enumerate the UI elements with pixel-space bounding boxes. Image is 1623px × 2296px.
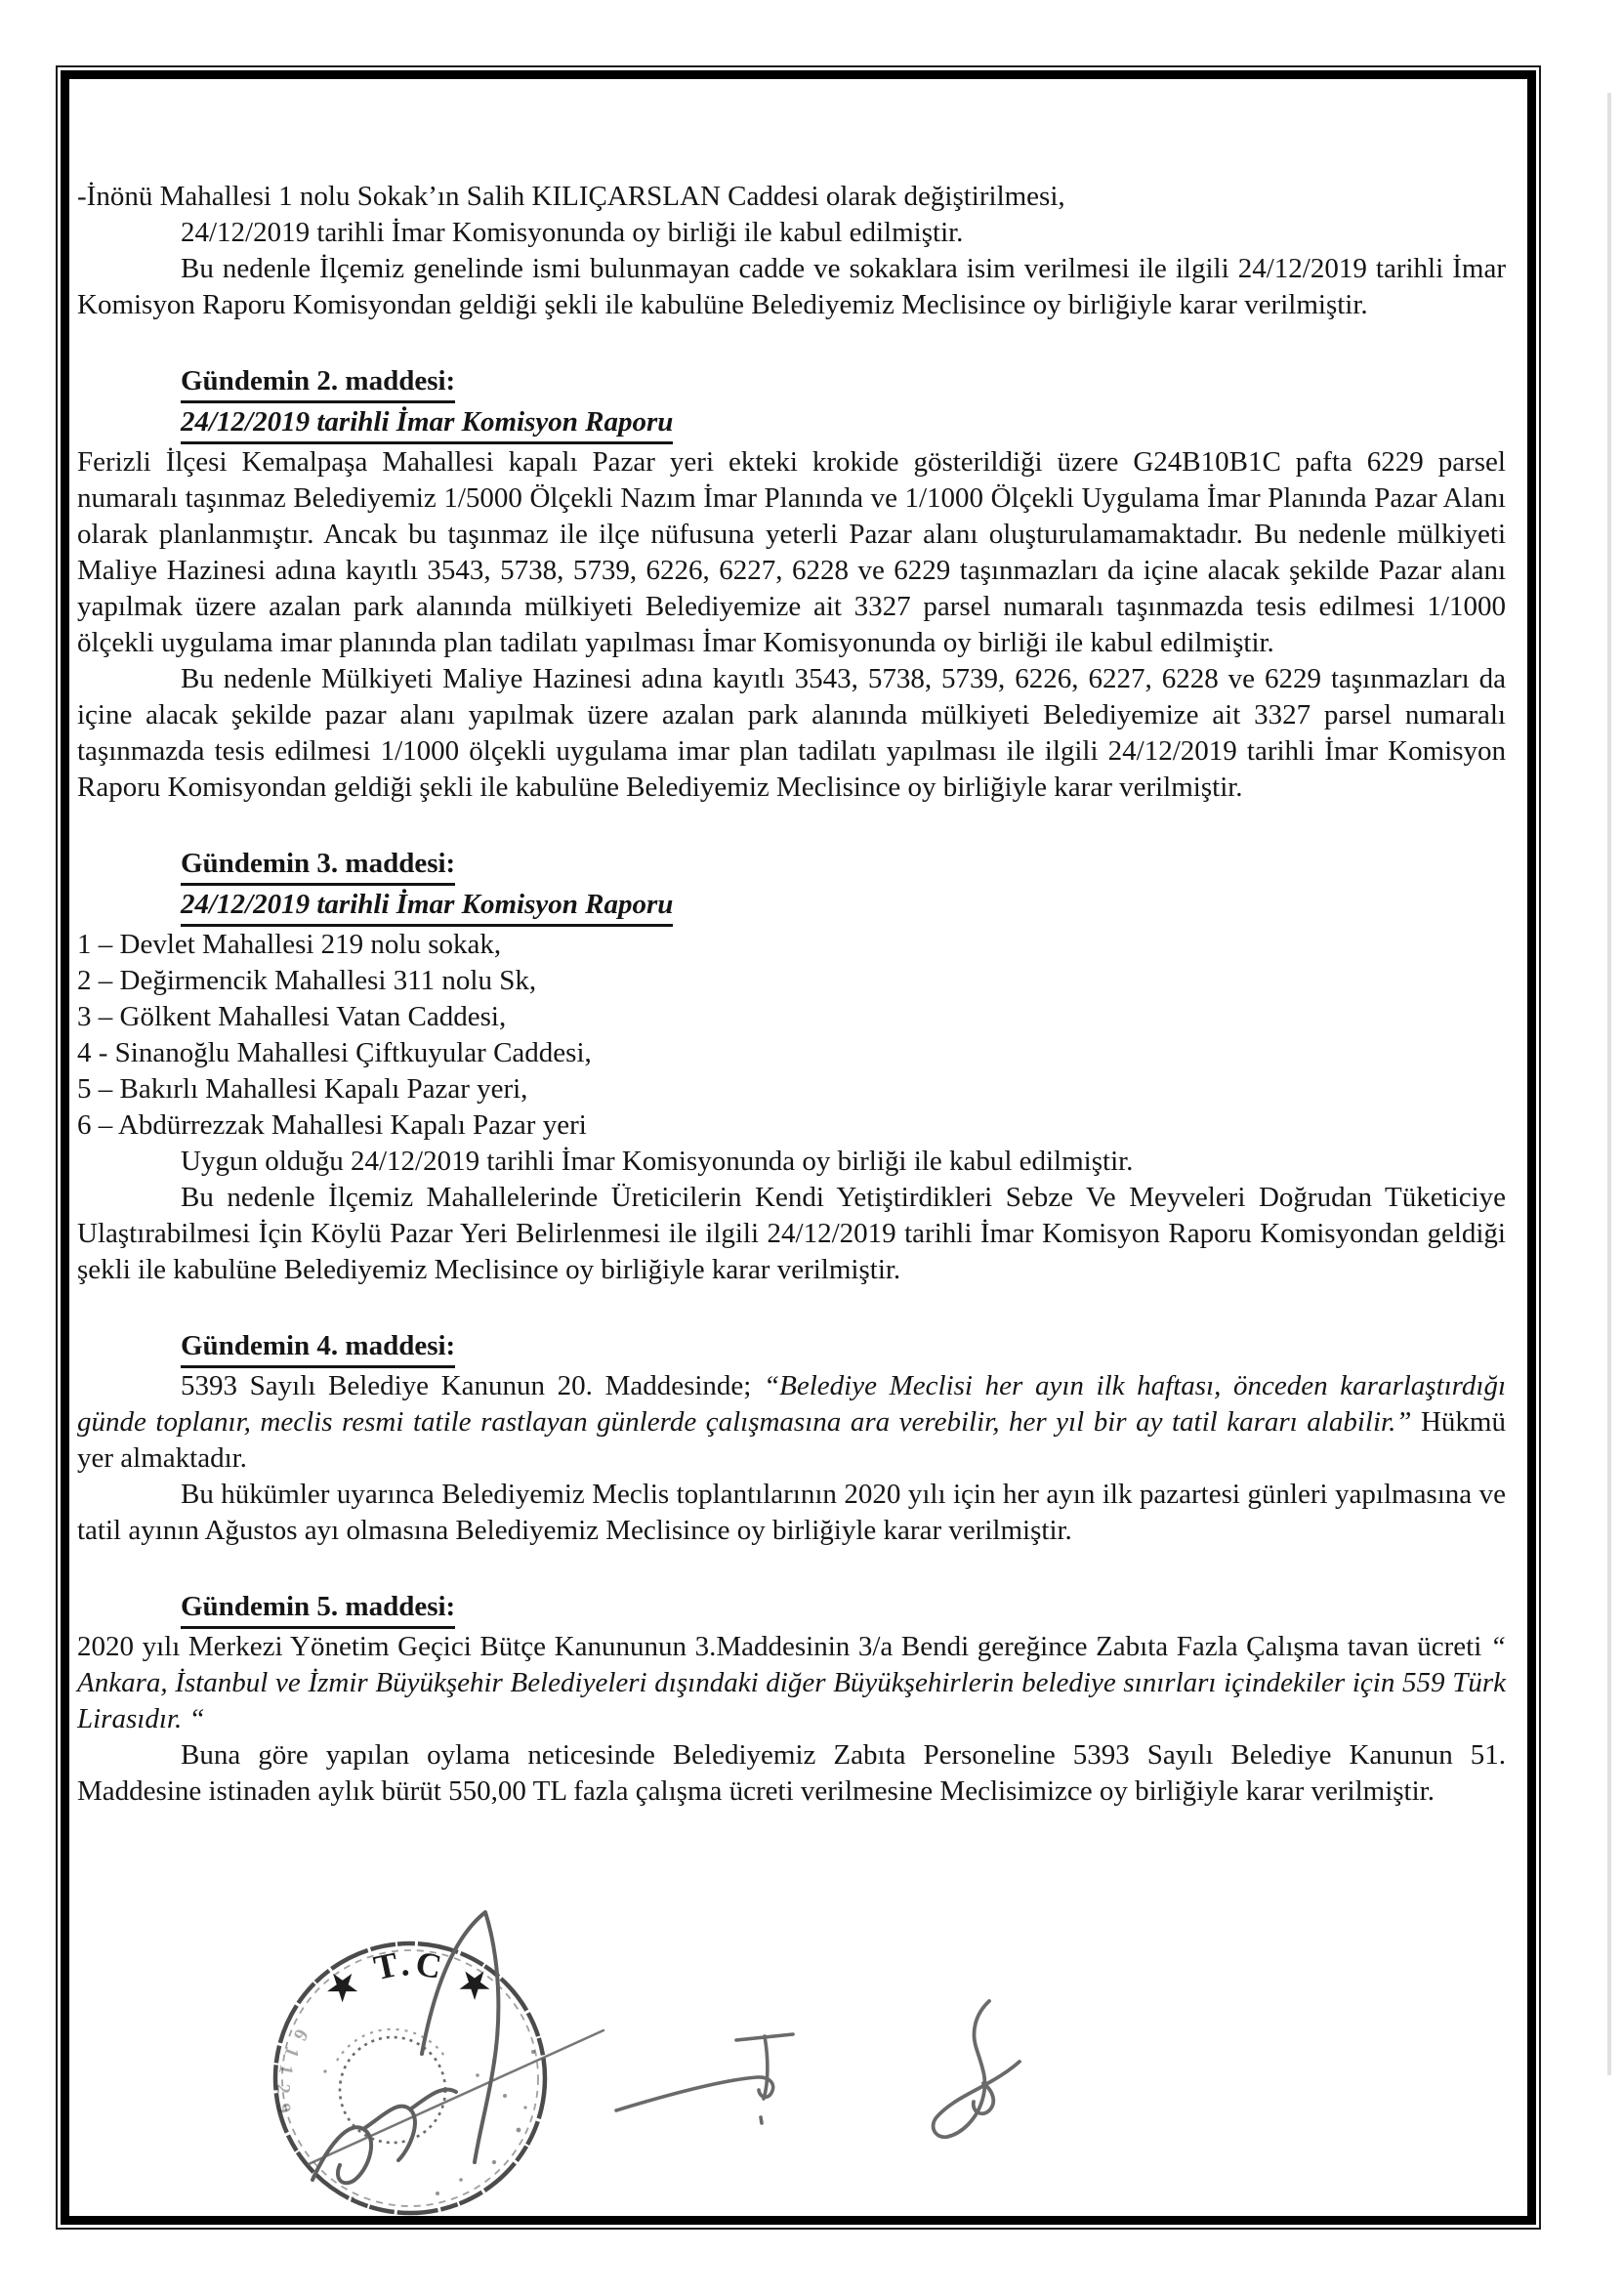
section-heading-report: 24/12/2019 tarihli İmar Komisyon Raporu bbox=[181, 404, 1506, 444]
list-item: 6 – Abdürrezzak Mahallesi Kapalı Pazar yeri bbox=[77, 1109, 587, 1141]
stamp-ring-text: 61129 bbox=[271, 2025, 312, 2126]
paragraph bbox=[77, 1368, 1506, 1477]
section-heading: Gündemin 2. maddesi: bbox=[181, 363, 1506, 403]
paragraph: Bu nedenle İlçemiz Mahallelerinde Üreticilerin Kendi Yetiştirdikleri Sebze Ve Meyveleri Doğrudan Tüketiciye Ulaştırabilmesi İçin Köylü Pazar Yeri Belirlenmesi ile ilgili 24/12/2019 tarihli İmar Komisyon Raporu Komisyondan geldiği şekli ile kabulüne Belediyemiz Meclisince oy birliğiyle karar verilmiştir. bbox=[77, 1182, 1506, 1285]
paragraph: 24/12/2019 tarihli İmar Komisyonunda oy birliği ile kabul edilmiştir. bbox=[181, 217, 964, 248]
paragraph: Uygun olduğu 24/12/2019 tarihli İmar Komisyonunda oy birliği ile kabul edilmiştir. bbox=[181, 1146, 1134, 1177]
section-heading: Gündemin 4. maddesi: bbox=[181, 1328, 1506, 1368]
stamp-tc-text: ★ T.C ★ bbox=[317, 1943, 503, 2012]
paragraph: Bu hükümler uyarınca Belediyemiz Meclis toplantılarının 2020 yılı için her ayın ilk pazartesi günleri yapılmasına ve tatil ayının Ağustos ayı olmasına Belediyemiz Meclisince oy birliğiyle karar verilmiştir. bbox=[77, 1479, 1506, 1546]
list-item: 4 - Sinanoğlu Mahallesi Çiftkuyular Caddesi, bbox=[77, 1037, 592, 1068]
document-body bbox=[69, 79, 1527, 2216]
paragraph: Bu nedenle Mülkiyeti Maliye Hazinesi adına kayıtlı 3543, 5738, 5739, 6226, 6227, 6228 ve 6229 taşınmazları da içine alacak şekilde pazar alanı yapılmak üzere azalan park alanında mülkiyeti Belediyemize ait 3327 parsel numaralı taşınmazda tesis edilmesi 1/1000 ölçekli uygulama imar plan tadilatı yapılması ile ilgili 24/12/2019 tarihli İmar Komisyon Raporu Komisyondan geldiği şekli ile kabulüne Belediyemiz Meclisince oy birliğiyle karar verilmiştir. bbox=[77, 663, 1506, 803]
section-heading: Gündemin 3. maddesi: bbox=[181, 846, 1506, 886]
paragraph: Bu nedenle İlçemiz genelinde ismi bulunmayan cadde ve sokaklara isim verilmesi ile ilgili 24/12/2019 tarihli İmar Komisyon Raporu Komisyondan geldiği şekli ile kabulüne Belediyemiz Meclisince oy birliğiyle karar verilmiştir. bbox=[77, 253, 1506, 320]
paragraph: Buna göre yapılan oylama neticesinde Belediyemiz Zabıta Personeline 5393 Sayılı Belediye Kanunun 51. Maddesine istinaden aylık bürüt 550,00 TL fazla çalışma ücreti verilmesine Meclisimizce oy birliğiyle karar verilmiştir. bbox=[77, 1739, 1506, 1807]
list-item: 2 – Değirmencik Mahallesi 311 nolu Sk, bbox=[77, 965, 537, 996]
section-heading: Gündemin 5. maddesi: bbox=[181, 1589, 1506, 1629]
paragraph bbox=[77, 1629, 1506, 1737]
paragraph: -İnönü Mahallesi 1 nolu Sokak’ın Salih KILIÇARSLAN Caddesi olarak değiştirilmesi, bbox=[77, 181, 1065, 212]
quoted-law-text: “ Ankara, İstanbul ve İzmir Büyükşehir Belediyeleri dışındaki diğer Büyükşehirlerin belediye sınırları içindekiler için 559 Türk Lirasıdır. “ bbox=[77, 1631, 1506, 1734]
section-heading-report: 24/12/2019 tarihli İmar Komisyon Raporu bbox=[181, 887, 1506, 927]
paragraph-text: 5393 Sayılı Belediye Kanunun 20. Maddesinde; bbox=[181, 1370, 765, 1401]
page-frame bbox=[56, 65, 1541, 2230]
list-item: 1 – Devlet Mahallesi 219 nolu sokak, bbox=[77, 929, 502, 960]
list-item: 3 – Gölkent Mahallesi Vatan Caddesi, bbox=[77, 1001, 507, 1032]
paragraph-text: 2020 yılı Merkezi Yönetim Geçici Bütçe Kanununun 3.Maddesinin 3/a Bendi gereğince Zabıta Fazla Çalışma tavan ücreti bbox=[77, 1631, 1490, 1662]
scan-artifact-line bbox=[1607, 93, 1611, 2075]
page-frame-inner bbox=[61, 70, 1536, 2225]
paragraph: Ferizli İlçesi Kemalpaşa Mahallesi kapalı Pazar yeri ekteki krokide gösterildiği üzere G24B10B1C pafta 6229 parsel numaralı taşınmaz Belediyemiz 1/5000 Ölçekli Nazım İmar Planında ve 1/1000 Ölçekli Uygulama İmar Planında Pazar Alanı olarak planlanmıştır. Ancak bu taşınmaz ile ilçe nüfusuna yeterli Pazar alanı oluşturulamamaktadır. Bu nedenle mülkiyeti Maliye Hazinesi adına kayıtlı 3543, 5738, 5739, 6226, 6227, 6228 ve 6229 taşınmazları da içine alacak şekilde Pazar alanı yapılmak üzere azalan park alanında mülkiyeti Belediyemize ait 3327 parsel numaralı taşınmazda tesis edilmesi 1/1000 ölçekli uygulama imar planında plan tadilatı yapılması İmar Komisyonunda oy birliği ile kabul edilmiştir. bbox=[77, 446, 1506, 658]
quoted-law-text: “Belediye Meclisi her ayın ilk haftası, önceden kararlaştırdığı günde toplanır, meclis resmi tatile rastlayan günlerde çalışmasına ara verebilir, her yıl bir ay tatil kararı alabilir.” bbox=[77, 1370, 1507, 1438]
paragraph-text: Hükmü yer almaktadır. bbox=[77, 1406, 1506, 1474]
list-item: 5 – Bakırlı Mahallesi Kapalı Pazar yeri, bbox=[77, 1073, 528, 1105]
